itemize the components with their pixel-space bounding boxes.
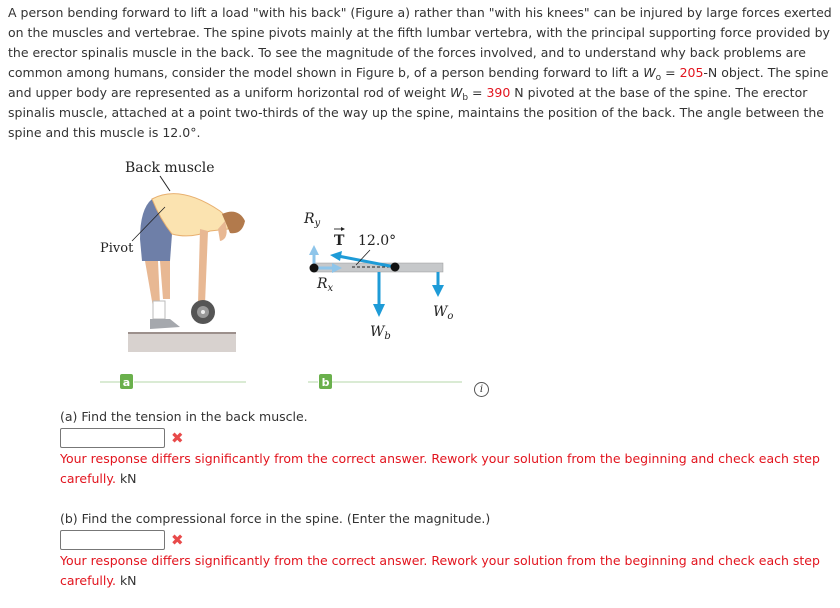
figure-area <box>0 149 840 407</box>
question-b-prompt: (b) Find the compressional force in the spine. (Enter the magnitude.) <box>60 511 491 526</box>
figure-b-free-body-diagram <box>303 211 462 389</box>
info-icon[interactable]: i <box>474 382 489 397</box>
ry-label: $R_y$ <box>304 211 321 229</box>
wo-symbol: W <box>643 65 656 80</box>
tension-label: T <box>334 233 345 249</box>
figure-a-person-lifting <box>100 160 246 389</box>
feedback-b: Your response differs significantly from the correct answer. Rework your solution from the beginning and check each step carefully. <box>60 553 820 588</box>
wo-value: 205 <box>679 65 704 80</box>
answer-b-input[interactable] <box>60 530 165 550</box>
incorrect-icon: ✖ <box>171 531 184 549</box>
figure-b-tag: b <box>321 376 330 389</box>
problem-statement: A person bending forward to lift a load "with his back" (Figure a) rather than "with his knees" can be injured by large forces exerted on the muscles and vertebrae. The spine pivots mainly at the fifth lumbar vertebra, with the principal supporting force provided by the erector spinalis muscle in the back. To see the magnitude of the forces involved, and to understand why back problems are common among humans, consider the model shown in Figure b, of a person bending forward to lift a $W_o = 205-N$ object. The spine and upper body are represented as a uniform horizontal rod of weight $W_b = 390$ N pivoted at the base of the spine. The erector spinalis muscle, attached at a point two-thirds of the way up the spine, maintains the position of the back. The angle between the spine and this muscle is 12.0°. <box>8 5 832 140</box>
wb-value: 390 <box>486 85 511 100</box>
figure <box>90 149 490 399</box>
question-a <box>60 407 840 489</box>
answer-a-input[interactable] <box>60 428 165 448</box>
unit-b: kN <box>119 573 137 588</box>
feedback-a: Your response differs significantly from the correct answer. Rework your solution from the beginning and check each step carefully. <box>60 451 820 486</box>
wo-label: $W_o$ <box>433 304 454 322</box>
incorrect-icon: ✖ <box>171 429 184 447</box>
angle-label: 12.0° <box>358 233 397 249</box>
unit-a: kN <box>119 471 137 486</box>
wb-symbol: W <box>449 85 463 100</box>
question-a-prompt: (a) Find the tension in the back muscle. <box>60 409 308 424</box>
rx-label: $R_x$ <box>317 276 334 294</box>
wb-label: $W_b$ <box>370 324 391 342</box>
figure-a-tag: a <box>122 376 131 389</box>
back-muscle-label: Back muscle <box>125 160 215 176</box>
question-b <box>60 509 840 591</box>
pivot-label: Pivot <box>100 241 134 256</box>
